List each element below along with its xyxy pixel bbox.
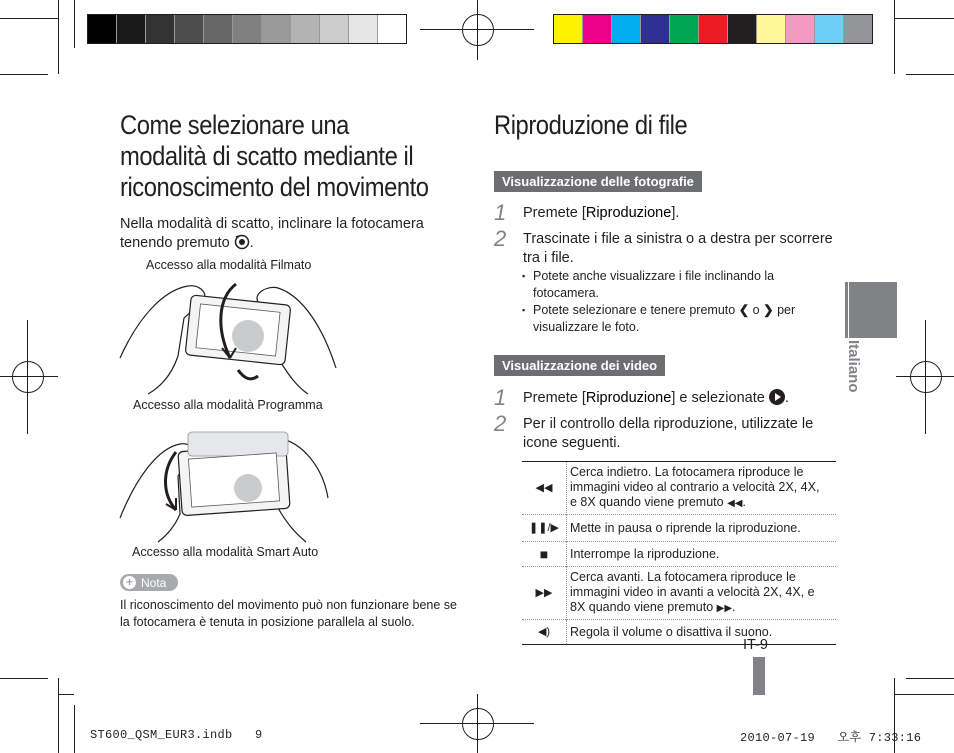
section-tag-photos: Visualizzazione delle fotografie (494, 171, 702, 192)
motion-recognition-icon (234, 234, 250, 250)
crop-mark (58, 694, 74, 695)
left-page-title: Come selezionare una modalità di scatto mediante il riconoscimento del movimento (120, 110, 429, 202)
side-tab-stripe (845, 282, 848, 338)
right-page-title: Riproduzione di file (494, 110, 688, 140)
gray-swatch (233, 15, 262, 43)
crop-mark (894, 18, 954, 19)
plus-icon: + (123, 576, 136, 589)
table-row: ◀◀ Cerca indietro. La fotocamera riproduce le immagini video al contrario a velocità 2X, 4X, e 8X quando viene premuto ◀◀. (522, 462, 836, 515)
color-swatch (612, 15, 641, 43)
caption-programma: Accesso alla modalità Programma (133, 398, 323, 412)
color-swatch (815, 15, 844, 43)
crop-mark (894, 694, 954, 695)
intro-paragraph: Nella modalità di scatto, inclinare la fotocamera tenendo premuto . (120, 216, 424, 251)
playback-controls-table (522, 461, 836, 645)
rewind-icon: ◀◀ (522, 462, 567, 515)
footer-timestamp: 2010-07-19 오후 7:33:16 (740, 731, 922, 745)
camera-tilt-illustration-program (118, 418, 338, 544)
color-swatch (844, 15, 872, 43)
gray-swatch (262, 15, 291, 43)
gray-swatch (291, 15, 320, 43)
color-swatch (554, 15, 583, 43)
crop-mark (58, 0, 59, 74)
gray-swatch (175, 15, 204, 43)
step-number: 1 (494, 385, 507, 410)
section-tag-videos: Visualizzazione dei video (494, 355, 665, 376)
step-number: 1 (494, 200, 507, 225)
bullet-item: ▪ Potete anche visualizzare i file inclinando la fotocamera. (522, 268, 832, 302)
crop-mark (0, 18, 58, 19)
gray-swatch (117, 15, 146, 43)
language-label: Italiano (845, 340, 862, 393)
stop-icon: ■ (522, 542, 567, 567)
camera-tilt-illustration-movie (118, 278, 338, 396)
play-circle-icon (769, 389, 785, 405)
side-tab (849, 282, 897, 338)
crop-mark (906, 74, 954, 75)
table-row: ■ Interrompe la riproduzione. (522, 542, 836, 567)
color-swatch (728, 15, 757, 43)
color-swatch (757, 15, 786, 43)
color-swatch (786, 15, 815, 43)
table-row: ◀) Regola il volume o disattiva il suono. (522, 620, 836, 645)
fast-forward-icon: ▶▶ (522, 567, 567, 620)
step-number: 2 (494, 226, 507, 251)
nota-badge: + Nota (120, 574, 178, 591)
caption-filmato: Accesso alla modalità Filmato (146, 258, 312, 272)
photo-step-2: Trascinate i file a sinistra o a destra per scorrere tra i file. (523, 231, 833, 266)
crop-mark (894, 678, 895, 705)
table-row: ❚❚/▶ Mette in pausa o riprende la riproduzione. (522, 515, 836, 542)
bottom-tab (753, 657, 765, 695)
gray-swatch (378, 15, 406, 43)
pause-play-icon: ❚❚/▶ (522, 515, 567, 542)
gray-swatch (204, 15, 233, 43)
bullet-item: ▪ Potete selezionare e tenere premuto ❮ o ❯ per visualizzare le foto. (522, 302, 832, 336)
color-swatch (670, 15, 699, 43)
chevron-right-icon: ❯ (763, 303, 774, 317)
rewind-icon: ◀◀ (727, 498, 743, 509)
nota-text: Il riconoscimento del movimento può non funzionare bene se la fotocamera è tenuta in posizione parallela al suolo. (120, 598, 458, 629)
crop-mark (74, 705, 75, 753)
chevron-left-icon: ❮ (738, 303, 750, 317)
crop-mark (894, 0, 895, 74)
page-number: IT-9 (743, 637, 768, 653)
photo-bullets (522, 268, 832, 336)
crop-mark (0, 74, 48, 75)
video-step-2: Per il controllo della riproduzione, utilizzate le icone seguenti. (523, 416, 814, 451)
fast-forward-icon: ▶▶ (716, 603, 733, 614)
step-number: 2 (494, 411, 507, 436)
crop-mark (58, 678, 59, 753)
color-swatch (699, 15, 728, 43)
video-step-1: Premete [Riproduzione] e selezionate . (523, 390, 789, 406)
table-row: ▶▶ Cerca avanti. La fotocamera riproduce le immagini video in avanti a velocità 2X, 4X, e 8X quando viene premuto ▶▶. (522, 567, 836, 620)
process-color-bar (553, 14, 873, 44)
crop-mark (74, 0, 75, 48)
photo-step-1: Premete [Riproduzione]. (523, 205, 680, 221)
gray-swatch (349, 15, 378, 43)
gray-swatch (146, 15, 175, 43)
crop-mark (906, 678, 954, 679)
color-swatch (641, 15, 670, 43)
color-swatch (583, 15, 612, 43)
gray-swatch (88, 15, 117, 43)
grayscale-color-bar (87, 14, 407, 44)
crop-mark (0, 678, 48, 679)
caption-smart-auto: Accesso alla modalità Smart Auto (132, 545, 319, 559)
gray-swatch (320, 15, 349, 43)
footer-file-info: ST600_QSM_EUR3.indb 9 (90, 728, 263, 742)
volume-icon: ◀) (522, 620, 567, 645)
